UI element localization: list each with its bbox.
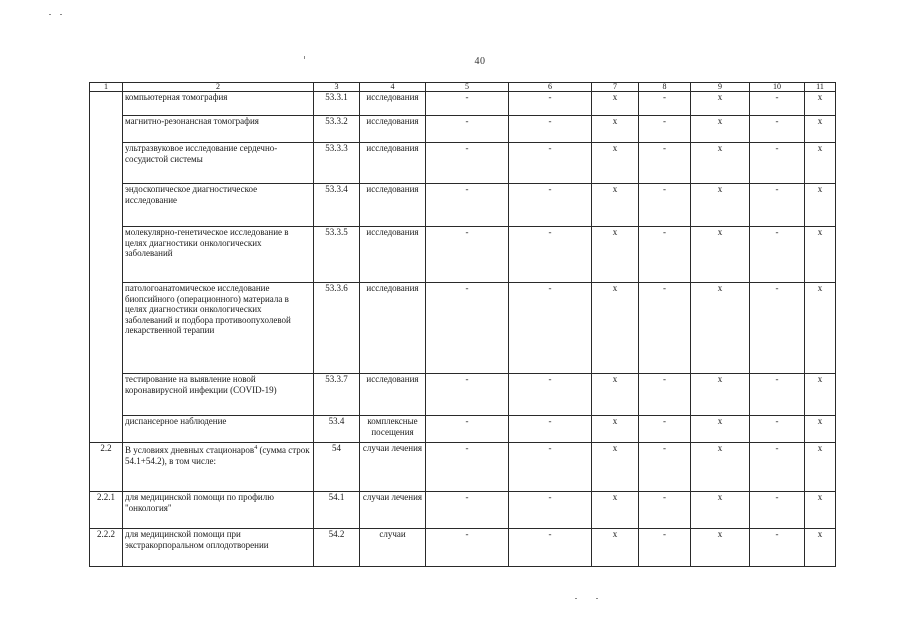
cell-c10: - bbox=[750, 92, 805, 116]
cell-c10: - bbox=[750, 492, 805, 529]
cell-c9: x bbox=[691, 529, 750, 567]
cell-c5: - bbox=[426, 283, 509, 374]
cell-c11: x bbox=[805, 227, 836, 283]
scan-speck bbox=[49, 14, 51, 15]
cell-c6: - bbox=[509, 529, 592, 567]
row-name: молекулярно-генетическое исследование в целях диагностики онкологических заболеваний bbox=[123, 227, 314, 283]
row-name: диспансерное наблюдение bbox=[123, 416, 314, 443]
cell-c5: - bbox=[426, 143, 509, 184]
col-header: 8 bbox=[639, 83, 691, 92]
col-header: 5 bbox=[426, 83, 509, 92]
cell-c6: - bbox=[509, 492, 592, 529]
row-name: патологоанатомическое исследование биопсийного (операционного) материала в целях диагностики онкологических заболеваний и подбора противоопухолевой лекарственной терапии bbox=[123, 283, 314, 374]
cell-c5: - bbox=[426, 184, 509, 227]
row-unit: случаи bbox=[360, 529, 426, 567]
cell-c11: x bbox=[805, 416, 836, 443]
cell-c8: - bbox=[639, 184, 691, 227]
cell-c6: - bbox=[509, 227, 592, 283]
cell-c9: x bbox=[691, 374, 750, 416]
table-row bbox=[90, 227, 836, 283]
cell-c8: - bbox=[639, 116, 691, 143]
cell-c6: - bbox=[509, 416, 592, 443]
cell-c10: - bbox=[750, 184, 805, 227]
row-code: 53.4 bbox=[314, 416, 360, 443]
row-name: эндоскопическое диагностическое исследование bbox=[123, 184, 314, 227]
cell-c9: x bbox=[691, 283, 750, 374]
cell-c9: x bbox=[691, 416, 750, 443]
cell-c6: - bbox=[509, 143, 592, 184]
row-name: магнитно-резонансная томография bbox=[123, 116, 314, 143]
cell-c10: - bbox=[750, 283, 805, 374]
table-row bbox=[90, 92, 836, 116]
table-row bbox=[90, 374, 836, 416]
cell-c7: x bbox=[592, 92, 639, 116]
col-header: 2 bbox=[123, 83, 314, 92]
cell-c8: - bbox=[639, 529, 691, 567]
row-unit: исследования bbox=[360, 227, 426, 283]
col-header: 3 bbox=[314, 83, 360, 92]
table-row bbox=[90, 283, 836, 374]
table-row bbox=[90, 143, 836, 184]
row-code: 53.3.4 bbox=[314, 184, 360, 227]
row-number: 2.2 bbox=[90, 443, 123, 492]
cell-c7: x bbox=[592, 143, 639, 184]
cell-c7: x bbox=[592, 116, 639, 143]
row-unit: исследования bbox=[360, 116, 426, 143]
cell-c11: x bbox=[805, 283, 836, 374]
cell-c7: x bbox=[592, 283, 639, 374]
cell-c7: x bbox=[592, 529, 639, 567]
cell-c9: x bbox=[691, 227, 750, 283]
cell-c6: - bbox=[509, 443, 592, 492]
cell-c11: x bbox=[805, 92, 836, 116]
cell-c6: - bbox=[509, 92, 592, 116]
cell-c9: x bbox=[691, 116, 750, 143]
row-name: для медицинской помощи при экстракорпоральном оплодотворении bbox=[123, 529, 314, 567]
row-name: для медицинской помощи по профилю "онкология" bbox=[123, 492, 314, 529]
col-header: 6 bbox=[509, 83, 592, 92]
cell-c9: x bbox=[691, 443, 750, 492]
row-code: 53.3.7 bbox=[314, 374, 360, 416]
row-name: ультразвуковое исследование сердечно-сосудистой системы bbox=[123, 143, 314, 184]
scan-speck bbox=[60, 14, 62, 15]
cell-c11: x bbox=[805, 529, 836, 567]
row-unit: случаи лечения bbox=[360, 443, 426, 492]
cell-c5: - bbox=[426, 227, 509, 283]
table-row bbox=[90, 443, 836, 492]
row-number: 2.2.2 bbox=[90, 529, 123, 567]
cell-c11: x bbox=[805, 143, 836, 184]
cell-c5: - bbox=[426, 92, 509, 116]
data-table bbox=[89, 82, 836, 567]
row-code: 53.3.3 bbox=[314, 143, 360, 184]
row-name-tail: (сумма строк 54.1+54.2), в том числе: bbox=[125, 445, 310, 466]
cell-c7: x bbox=[592, 374, 639, 416]
row-code: 53.3.2 bbox=[314, 116, 360, 143]
cell-c9: x bbox=[691, 492, 750, 529]
cell-c11: x bbox=[805, 116, 836, 143]
cell-c5: - bbox=[426, 374, 509, 416]
scan-speck bbox=[304, 56, 305, 59]
cell-c5: - bbox=[426, 492, 509, 529]
row-number: 2.2.1 bbox=[90, 492, 123, 529]
row-unit: исследования bbox=[360, 283, 426, 374]
cell-c9: x bbox=[691, 184, 750, 227]
page-number: 40 bbox=[474, 56, 486, 67]
row-name: компьютерная томография bbox=[123, 92, 314, 116]
row-code: 53.3.5 bbox=[314, 227, 360, 283]
cell-c5: - bbox=[426, 529, 509, 567]
row-unit: исследования bbox=[360, 184, 426, 227]
row-code: 54.2 bbox=[314, 529, 360, 567]
cell-c7: x bbox=[592, 416, 639, 443]
cell-c10: - bbox=[750, 416, 805, 443]
cell-c10: - bbox=[750, 116, 805, 143]
row-unit: случаи лечения bbox=[360, 492, 426, 529]
table-row bbox=[90, 492, 836, 529]
table-row bbox=[90, 416, 836, 443]
col-header: 4 bbox=[360, 83, 426, 92]
cell-c10: - bbox=[750, 227, 805, 283]
cell-c5: - bbox=[426, 416, 509, 443]
cell-c8: - bbox=[639, 492, 691, 529]
row-code: 54 bbox=[314, 443, 360, 492]
cell-c6: - bbox=[509, 374, 592, 416]
row-unit: исследования bbox=[360, 92, 426, 116]
row-unit: исследования bbox=[360, 143, 426, 184]
cell-c7: x bbox=[592, 184, 639, 227]
col-header: 1 bbox=[90, 83, 123, 92]
header-row bbox=[90, 83, 836, 92]
cell-c5: - bbox=[426, 443, 509, 492]
cell-c8: - bbox=[639, 92, 691, 116]
row-name bbox=[123, 443, 314, 492]
cell-c5: - bbox=[426, 116, 509, 143]
row-code: 53.3.6 bbox=[314, 283, 360, 374]
cell-c8: - bbox=[639, 283, 691, 374]
cell-c6: - bbox=[509, 116, 592, 143]
scan-speck bbox=[575, 598, 577, 599]
footnote-mark: 4 bbox=[254, 445, 258, 451]
cell-c6: - bbox=[509, 184, 592, 227]
cell-c6: - bbox=[509, 283, 592, 374]
cell-c10: - bbox=[750, 443, 805, 492]
col-header: 9 bbox=[691, 83, 750, 92]
cell-c8: - bbox=[639, 416, 691, 443]
table-row bbox=[90, 184, 836, 227]
table-row bbox=[90, 529, 836, 567]
cell-c8: - bbox=[639, 227, 691, 283]
row-number bbox=[90, 92, 123, 443]
cell-c8: - bbox=[639, 143, 691, 184]
cell-c9: x bbox=[691, 143, 750, 184]
row-name: тестирование на выявление новой коронавирусной инфекции (COVID-19) bbox=[123, 374, 314, 416]
row-code: 53.3.1 bbox=[314, 92, 360, 116]
table-row bbox=[90, 116, 836, 143]
col-header: 10 bbox=[750, 83, 805, 92]
cell-c11: x bbox=[805, 184, 836, 227]
col-header: 7 bbox=[592, 83, 639, 92]
cell-c10: - bbox=[750, 143, 805, 184]
scan-speck bbox=[596, 598, 598, 599]
col-header: 11 bbox=[805, 83, 836, 92]
row-code: 54.1 bbox=[314, 492, 360, 529]
cell-c11: x bbox=[805, 443, 836, 492]
cell-c7: x bbox=[592, 227, 639, 283]
cell-c11: x bbox=[805, 492, 836, 529]
cell-c8: - bbox=[639, 443, 691, 492]
cell-c7: x bbox=[592, 443, 639, 492]
cell-c10: - bbox=[750, 374, 805, 416]
row-name-text: В условиях дневных стационаров bbox=[125, 445, 255, 455]
cell-c8: - bbox=[639, 374, 691, 416]
cell-c10: - bbox=[750, 529, 805, 567]
cell-c11: x bbox=[805, 374, 836, 416]
row-unit: комплексные посещения bbox=[360, 416, 426, 443]
cell-c9: x bbox=[691, 92, 750, 116]
row-unit: исследования bbox=[360, 374, 426, 416]
cell-c7: x bbox=[592, 492, 639, 529]
